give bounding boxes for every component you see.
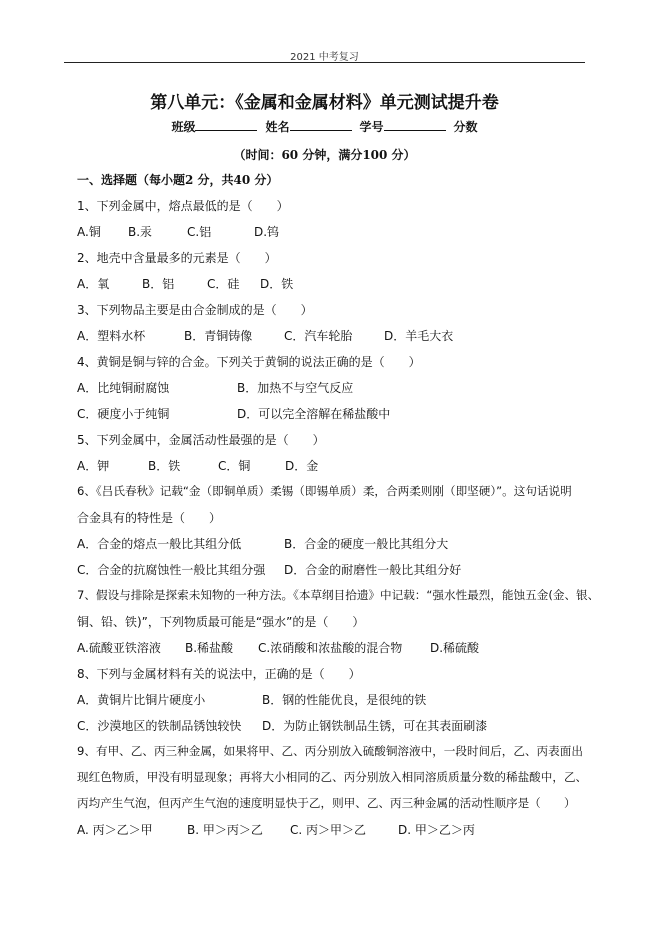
q1-option-c: C.铝 [187, 225, 212, 239]
q9-option-a: A. 丙＞乙＞甲 [77, 823, 153, 837]
question-3-stem: 3、下列物品主要是由合金制成的是（ ） [77, 303, 313, 317]
id-label: 学号 [359, 120, 384, 134]
q8-option-d: D．为防止钢铁制品生锈，可在其表面刷漆 [262, 719, 488, 733]
q8-option-a: A．黄铜片比铜片硬度小 [77, 693, 206, 707]
section-title: 一、选择题（每小题2 分，共40 分） [77, 173, 279, 187]
q9-option-d: D. 甲＞乙＞丙 [398, 823, 475, 837]
question-5-stem: 5、下列金属中，金属活动性最强的是（ ） [77, 433, 325, 447]
q7-option-d: D.稀硫酸 [430, 641, 480, 655]
question-2-stem: 2、地壳中含量最多的元素是（ ） [77, 251, 277, 265]
q9-option-c: C. 丙＞甲＞乙 [290, 823, 367, 837]
class-label: 班级 [171, 120, 196, 134]
q3-option-d: D．羊毛大衣 [384, 329, 454, 343]
q6-option-c: C．合金的抗腐蚀性一般比其组分强 [77, 563, 266, 577]
question-7-stem-line-2: 铜、铅、铁)”，下列物质最可能是“强水”的是（ ） [77, 615, 365, 629]
q2-option-d: D．铁 [260, 277, 294, 291]
q7-option-c: C.浓硝酸和浓盐酸的混合物 [258, 641, 403, 655]
q5-option-d: D．金 [285, 459, 319, 473]
q5-option-b: B．铁 [148, 459, 181, 473]
q4-option-b: B．加热不与空气反应 [237, 381, 354, 395]
question-9-stem: 9、有甲、乙、丙三种金属，如果将甲、乙、丙分别放入硫酸铜溶液中，一段时间后，乙、丙表面出 [77, 744, 583, 758]
q3-option-c: C．汽车轮胎 [284, 329, 353, 343]
question-9-stem-line-3: 丙均产生气泡，但丙产生气泡的速度明显快于乙，则甲、乙、丙三种金属的活动性顺序是（ ） [77, 796, 576, 810]
id-blank [384, 120, 446, 131]
q2-option-c: C．硅 [207, 277, 240, 291]
q8-option-b: B．钢的性能优良，是很纯的铁 [262, 693, 427, 707]
q6-option-d: D．合金的耐磨性一般比其组分好 [284, 563, 462, 577]
q4-option-a: A．比纯铜耐腐蚀 [77, 381, 170, 395]
student-info-row [64, 118, 585, 135]
name-label: 姓名 [265, 120, 290, 134]
q1-option-a: A.铜 [77, 225, 101, 239]
score-label: 分数 [453, 120, 478, 134]
q3-option-a: A．塑料水杯 [77, 329, 146, 343]
question-8-stem: 8、下列与金属材料有关的说法中，正确的是（ ） [77, 667, 361, 681]
time-note: （时间：60 分钟，满分100 分） [233, 148, 416, 162]
page-title: 第八单元：《金属和金属材料》单元测试提升卷 [150, 93, 499, 113]
class-blank [195, 120, 257, 131]
q4-option-c: C．硬度小于纯铜 [77, 407, 170, 421]
q1-option-d: D.钨 [254, 225, 280, 239]
question-6-stem-line-2: 合金具有的特性是（ ） [77, 511, 222, 525]
q2-option-a: A．氧 [77, 277, 110, 291]
q2-option-b: B．铝 [142, 277, 175, 291]
header-rule [64, 62, 585, 63]
question-4-stem: 4、黄铜是铜与锌的合金。下列关于黄铜的说法正确的是（ ） [77, 355, 421, 369]
page-header: 2021 中考复习 [290, 52, 359, 63]
q5-option-a: A．钾 [77, 459, 110, 473]
q7-option-a: A.硫酸亚铁溶液 [77, 641, 161, 655]
q8-option-c: C．沙漠地区的铁制品锈蚀较快 [77, 719, 242, 733]
question-1-stem: 1、下列金属中，熔点最低的是（ ） [77, 199, 289, 213]
question-7-stem: 7、假设与排除是探索未知物的一种方法。《本草纲目拾遗》中记载：“强水性最烈，能蚀五金(金、银、 [77, 588, 600, 602]
q6-option-a: A．合金的熔点一般比其组分低 [77, 537, 242, 551]
q4-option-d: D．可以完全溶解在稀盐酸中 [237, 407, 391, 421]
q9-option-b: B. 甲＞丙＞乙 [187, 823, 263, 837]
q6-option-b: B．合金的硬度一般比其组分大 [284, 537, 449, 551]
question-9-stem-line-2: 现红色物质，甲没有明显现象；再将大小相同的乙、丙分别放入相同溶质质量分数的稀盐酸中，乙、 [77, 770, 588, 784]
q7-option-b: B.稀盐酸 [185, 641, 234, 655]
name-blank [290, 120, 352, 131]
q1-option-b: B.汞 [128, 225, 153, 239]
question-6-stem: 6、《吕氏春秋》记载“金（即铜单质）柔锡（即锡单质）柔，合两柔则刚（即坚硬）”。这句话说明 [77, 484, 572, 498]
q5-option-c: C．铜 [218, 459, 251, 473]
q3-option-b: B．青铜铸像 [184, 329, 253, 343]
